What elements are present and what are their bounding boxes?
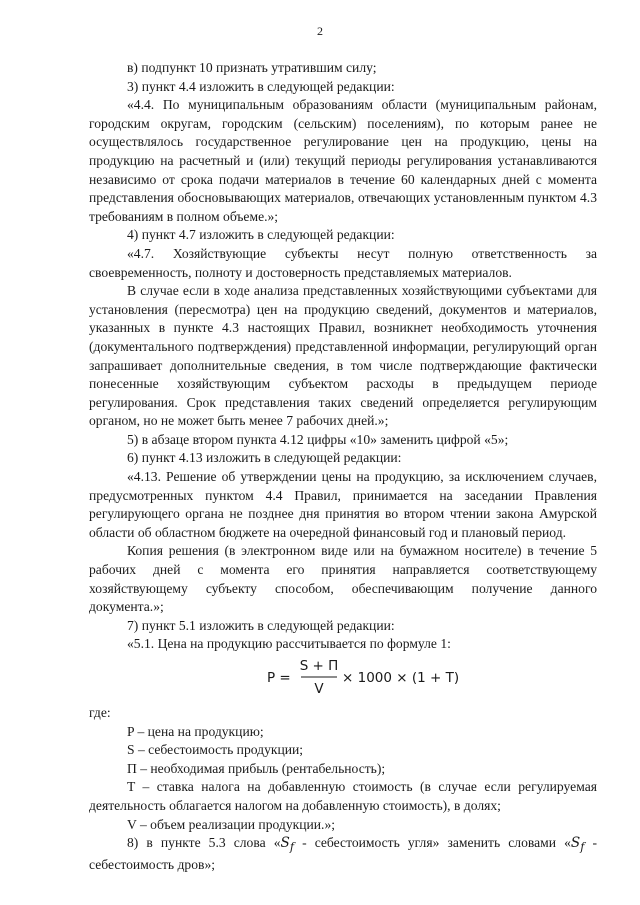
formula-rhs: × 1000 × (1 + T) — [342, 670, 460, 686]
paragraph: Копия решения (в электронном виде или на бумажном носителе) в течение 5 рабочих дней с момента его принятия направляется соответствующему хозяйствующему субъекту способом, обеспечивающим получение данного документа.»; — [89, 543, 597, 615]
paragraph: 4) пункт 4.7 изложить в следующей редакции: — [127, 227, 395, 243]
paragraph: В случае если в ходе анализа представленных хозяйствующими субъектами для установления (пересмотра) цен на продукцию сведений, документов и материалов, указанных в пункте 4.3 настоящих Правил, возникнет необходимость уточнения (документального подтверждения) представленной информации, регулирующий орган запрашивает дополнительные сведения, в том числе подтверждающие фактически понесенные хозяйствующим субъектом расходы в предыдущем периоде регулирования. Срок представления таких сведений определяется регулирующим органом, но не может быть менее 7 рабочих дней.»; — [89, 283, 597, 429]
amendment-item-8 — [89, 834, 597, 875]
paragraph: 5) в абзаце втором пункта 4.12 цифры «10» заменить цифрой «5»; — [127, 431, 509, 447]
symbol-s: S — [280, 835, 290, 852]
paragraph: «4.7. Хозяйствующие субъекты несут полную ответственность за своевременность, полноту и достоверность представляемых материалов. — [89, 245, 597, 280]
price-formula — [89, 656, 597, 700]
formula-denominator: V — [314, 681, 324, 697]
amendment-text-start: 8) в пункте 5.3 слова « — [127, 835, 281, 851]
page-number: 2 — [317, 24, 323, 38]
amendment-text-middle: - себестоимость угля» заменить словами « — [294, 835, 571, 851]
paragraph: 7) пункт 5.1 изложить в следующей редакции: — [127, 617, 395, 633]
paragraph: «4.4. По муниципальным образованиям области (муниципальным районам, городским округам, городским (сельским) поселениям), по которым ранее не осуществлялось государственное регулирование цен на продукцию, цены на продукцию на расчетный и (или) текущий периоды регулирования устанавливаются независимо от срока подачи материалов в течение 60 календарных дней с момента представления обосновывающих материалов, отвечающих установленным пунктом 4.3 требованиям в полном объеме.»; — [89, 97, 597, 224]
paragraph: 3) пункт 4.4 изложить в следующей редакции: — [127, 78, 395, 94]
symbol-subscript: f — [289, 839, 295, 854]
paragraph: «5.1. Цена на продукцию рассчитывается по формуле 1: — [127, 636, 451, 652]
formula-lhs: P = — [267, 670, 291, 686]
amendment-text-end: - себестоимость дров»; — [89, 835, 597, 873]
definition: П – необходимая прибыль (рентабельность); — [127, 760, 386, 776]
symbol-s: S — [570, 835, 581, 852]
formula-graphic — [267, 656, 467, 700]
paragraph: «4.13. Решение об утверждении цены на продукцию, за исключением случаев, предусмотренных пунктом 4.4 Правил, принимается на заседании Правления регулирующего органа не позднее дня принятия во втором чтении закона Амурской области об областном бюджете на очередной финансовый год и плановый период. — [89, 469, 597, 540]
definition: S – себестоимость продукции; — [127, 742, 304, 758]
definition: P – цена на продукцию; — [127, 723, 264, 739]
paragraph: 6) пункт 4.13 изложить в следующей редакции: — [127, 450, 402, 466]
where-label: где: — [89, 705, 111, 720]
document-body — [89, 59, 597, 875]
definition: V – объем реализации продукции.»; — [127, 816, 336, 832]
paragraph: в) подпункт 10 признать утратившим силу; — [127, 60, 377, 75]
definition: T – ставка налога на добавленную стоимость (в случае если регулируемая деятельность облагается налогом на добавленную стоимость), в долях; — [89, 779, 597, 813]
formula-numerator: S + П — [299, 658, 339, 674]
symbol-subscript: f — [580, 839, 585, 854]
